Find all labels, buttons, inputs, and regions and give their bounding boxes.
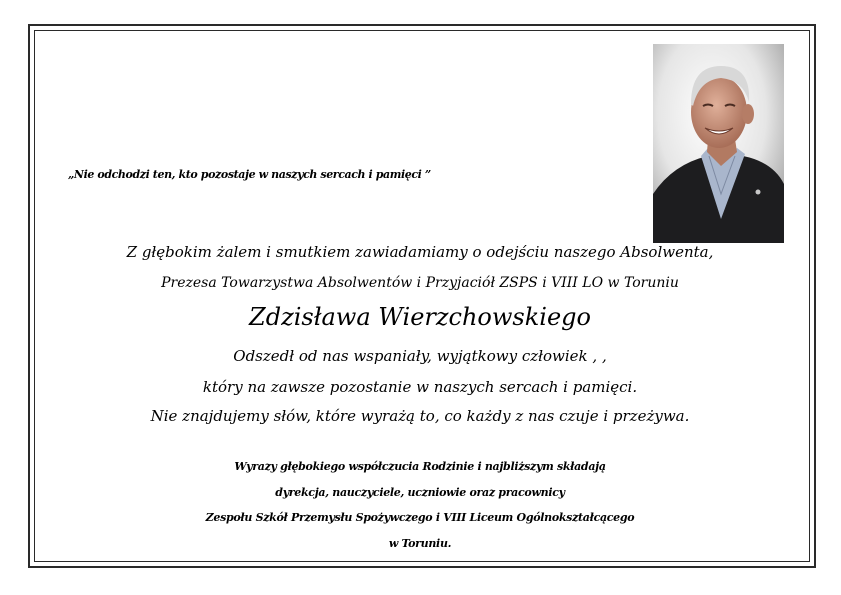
announcement-line-5: który na zawsze pozostanie w naszych sercach i pamięci. — [202, 378, 638, 396]
announcement-line-2: Prezesa Towarzystwa Absolwentów i Przyjaciół ZSPS i VIII LO w Toruniu — [161, 275, 679, 291]
announcement-line-6: Nie znajdujemy słów, które wyrażą to, co każdy z nas czuje i przeżywa. — [150, 407, 690, 425]
condolences-line-2: dyrekcja, nauczyciele, uczniowie oraz pracownicy — [275, 486, 565, 499]
announcement-line-4: Odszedł od nas wspaniały, wyjątkowy człowiek , , — [233, 347, 607, 365]
portrait-photo — [653, 44, 784, 243]
memorial-quote: „Nie odchodzi ten, kto pozostaje w naszych sercach i pamięci ” — [68, 168, 431, 181]
condolences-line-1: Wyrazy głębokiego współczucia Rodzinie i najbliższym składają — [234, 460, 606, 473]
portrait-illustration — [653, 44, 784, 243]
condolences-line-3: Zespołu Szkół Przemysłu Spożywczego i VIII Liceum Ogólnokształcącego — [205, 511, 635, 524]
announcement-line-1: Z głębokim żalem i smutkiem zawiadamiamy o odejściu naszego Absolwenta, — [126, 243, 714, 261]
condolences-line-4: w Toruniu. — [388, 537, 452, 550]
deceased-name: Zdzisława Wierzchowskiego — [249, 303, 591, 331]
